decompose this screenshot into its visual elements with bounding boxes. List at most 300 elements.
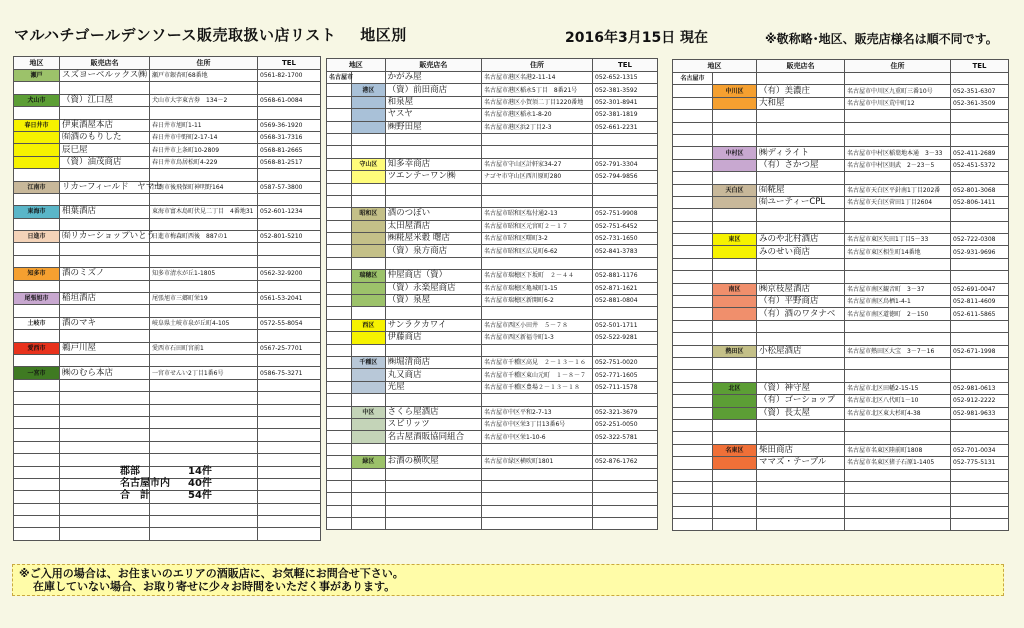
city-cell <box>327 220 352 232</box>
shop-name-cell <box>60 330 150 342</box>
table-row <box>14 429 321 441</box>
shop-name-cell: ㈱糀屋米穀 曙店 <box>385 233 481 245</box>
address-cell <box>150 255 258 267</box>
address-cell: 知多市清水が丘1-1805 <box>150 268 258 280</box>
tel-cell <box>258 305 321 317</box>
district-cell <box>352 468 386 480</box>
district-cell <box>14 305 60 317</box>
address-cell <box>845 370 951 382</box>
district-cell <box>352 344 386 356</box>
shop-name-cell: スズヨーベルックス㈱ <box>60 70 150 82</box>
table-row <box>327 158 658 170</box>
shop-name-cell: 酒のつぼい <box>385 208 481 220</box>
address-cell: 名古屋市東区相生町14番地 <box>845 246 951 258</box>
address-cell <box>482 443 593 455</box>
shop-name-cell <box>757 122 845 134</box>
shop-name-cell <box>757 271 845 283</box>
address-cell: 春日井市旭町1-11 <box>150 119 258 131</box>
district-cell <box>352 72 386 84</box>
table-row <box>673 271 1009 283</box>
table-row <box>14 144 321 156</box>
district-cell <box>352 394 386 406</box>
city-cell: 名古屋市 <box>673 73 713 85</box>
address-cell <box>150 169 258 181</box>
district-cell <box>14 441 60 453</box>
address-cell: 名古屋市北区八代町1－10 <box>845 395 951 407</box>
table-row <box>673 370 1009 382</box>
table-row <box>673 122 1009 134</box>
table-row <box>14 392 321 404</box>
city-cell <box>673 85 713 97</box>
shop-name-cell <box>385 394 481 406</box>
tel-cell: 0569-36-1920 <box>258 119 321 131</box>
shop-name-cell: （資）長太屋 <box>757 407 845 419</box>
address-cell: 名古屋市緑区横吹町1801 <box>482 456 593 468</box>
address-cell <box>150 305 258 317</box>
city-cell <box>673 147 713 159</box>
header-shop: 販売店名 <box>385 59 481 72</box>
tel-cell: 052-661-2231 <box>593 121 658 133</box>
address-cell: 名古屋市名東区陸前町1808 <box>845 444 951 456</box>
district-cell <box>713 308 757 320</box>
shop-name-cell <box>60 193 150 205</box>
shop-name-cell: 伊東酒屋本店 <box>60 119 150 131</box>
table-header-row <box>14 57 321 70</box>
address-cell: 東海市富木島町伏見二丁目 4番地31 <box>150 206 258 218</box>
shop-name-cell <box>757 73 845 85</box>
tel-cell: 052-775-5131 <box>951 457 1009 469</box>
summary-row-total <box>120 490 256 502</box>
city-cell <box>673 320 713 332</box>
address-cell: 名古屋市南区道徳町 2－150 <box>845 308 951 320</box>
tel-cell: 052-251-0050 <box>593 418 658 430</box>
address-cell: 日進市梅森町西後 887の1 <box>150 231 258 243</box>
address-cell: 春日井市上条町10-2809 <box>150 144 258 156</box>
tel-cell <box>258 528 321 540</box>
city-cell <box>673 283 713 295</box>
address-cell <box>482 257 593 269</box>
district-cell: 春日井市 <box>14 119 60 131</box>
tel-cell: 052-751-6452 <box>593 220 658 232</box>
tel-cell <box>593 146 658 158</box>
address-cell <box>845 209 951 221</box>
table-row <box>673 382 1009 394</box>
tel-cell: 052-794-9856 <box>593 171 658 183</box>
tel-cell: 052-671-1998 <box>951 345 1009 357</box>
shop-name-cell: （有）ゴーショップ <box>757 395 845 407</box>
city-cell <box>673 258 713 270</box>
address-cell: 名古屋市北区田幡2-15-15 <box>845 382 951 394</box>
table-row <box>327 332 658 344</box>
city-cell <box>673 519 713 531</box>
tel-cell: 052-791-3304 <box>593 158 658 170</box>
shop-name-cell <box>385 468 481 480</box>
address-cell <box>845 481 951 493</box>
address-cell: 春日井市中野町2-17-14 <box>150 131 258 143</box>
table-row <box>327 369 658 381</box>
table-row <box>14 305 321 317</box>
shop-name-cell <box>757 419 845 431</box>
shop-name-cell: 名古屋酒販協同組合 <box>385 431 481 443</box>
address-cell: 名古屋市昭和区元宮町２－１７ <box>482 220 593 232</box>
table-row <box>327 431 658 443</box>
shop-name-cell: かがみ屋 <box>385 72 481 84</box>
table-row <box>673 184 1009 196</box>
shop-name-cell <box>757 110 845 122</box>
address-cell <box>845 122 951 134</box>
district-cell: 知多市 <box>14 268 60 280</box>
address-cell: 岐阜県土岐市泉が丘町4-105 <box>150 317 258 329</box>
city-cell <box>327 493 352 505</box>
city-cell: 名古屋市 <box>327 72 352 84</box>
tel-cell <box>593 344 658 356</box>
tel-cell: 052-522-9281 <box>593 332 658 344</box>
table-row <box>327 257 658 269</box>
district-cell <box>14 404 60 416</box>
address-cell <box>150 82 258 94</box>
tel-cell: 0572-55-8054 <box>258 317 321 329</box>
tel-cell <box>951 73 1009 85</box>
tel-cell <box>593 518 658 530</box>
shop-name-cell: ママズ・テーブル <box>757 457 845 469</box>
city-cell <box>327 443 352 455</box>
page-title <box>14 24 407 45</box>
shop-name-cell <box>757 519 845 531</box>
district-cell: 守山区 <box>352 158 386 170</box>
district-cell <box>14 491 60 503</box>
city-cell <box>673 97 713 109</box>
shop-name-cell: （有）美濃庄 <box>757 85 845 97</box>
address-cell: 名古屋市瑞穂区新開町6-2 <box>482 295 593 307</box>
district-cell <box>352 518 386 530</box>
district-cell <box>713 258 757 270</box>
tel-cell: 0562-32-9200 <box>258 268 321 280</box>
district-cell <box>713 357 757 369</box>
address-cell <box>150 392 258 404</box>
tel-cell <box>593 195 658 207</box>
table-row <box>673 234 1009 246</box>
district-cell <box>14 169 60 181</box>
tel-cell <box>258 429 321 441</box>
shop-count-summary <box>120 466 256 502</box>
tel-cell <box>258 330 321 342</box>
district-cell: 瑞穂区 <box>352 270 386 282</box>
summary-value: 40件 <box>188 478 212 489</box>
district-label: 地区別 <box>360 26 407 44</box>
city-cell <box>673 444 713 456</box>
shop-name-cell <box>60 82 150 94</box>
city-cell <box>673 209 713 221</box>
tel-cell <box>258 454 321 466</box>
shop-name-cell <box>757 209 845 221</box>
table-row <box>14 293 321 305</box>
address-cell: 名古屋市東区矢田1丁目5－33 <box>845 234 951 246</box>
shop-name-cell: 酒のマキ <box>60 317 150 329</box>
shop-name-cell <box>60 354 150 366</box>
tel-cell <box>258 169 321 181</box>
city-cell <box>673 370 713 382</box>
tel-cell: 0568-31-7316 <box>258 131 321 143</box>
tel-cell: 052-601-1234 <box>258 206 321 218</box>
tel-cell <box>258 193 321 205</box>
shop-name-cell <box>757 134 845 146</box>
district-cell <box>352 418 386 430</box>
tel-cell: 052-751-0020 <box>593 356 658 368</box>
city-cell <box>673 296 713 308</box>
address-cell: 愛西市石田町宮前1 <box>150 342 258 354</box>
table-row <box>14 404 321 416</box>
address-cell <box>845 271 951 283</box>
table-row <box>14 330 321 342</box>
shop-name-cell <box>757 320 845 332</box>
tel-cell <box>258 466 321 478</box>
table-row <box>14 193 321 205</box>
city-cell <box>327 307 352 319</box>
district-cell <box>14 156 60 168</box>
district-cell <box>713 172 757 184</box>
header-address: 住所 <box>150 57 258 70</box>
shop-name-cell: 辰巳屋 <box>60 144 150 156</box>
address-cell: 名古屋市港区稲永1-8-20 <box>482 109 593 121</box>
tel-cell: 052-451-5372 <box>951 159 1009 171</box>
tel-cell <box>593 257 658 269</box>
tel-cell <box>951 469 1009 481</box>
tel-cell: 052-321-3679 <box>593 406 658 418</box>
tel-cell: 0568-61-0084 <box>258 94 321 106</box>
shop-name-cell <box>60 280 150 292</box>
header-district: 地区 <box>14 57 60 70</box>
tel-cell: 052-806-1411 <box>951 196 1009 208</box>
district-cell <box>14 330 60 342</box>
table-row <box>327 319 658 331</box>
district-cell <box>713 110 757 122</box>
table-row <box>327 245 658 257</box>
shop-name-cell <box>757 469 845 481</box>
address-cell: 名古屋市守山区計軒家34-27 <box>482 158 593 170</box>
tel-cell: 052-881-1176 <box>593 270 658 282</box>
header-address: 住所 <box>845 60 951 73</box>
table-row <box>14 243 321 255</box>
address-cell: 名古屋市中川区荒中町12 <box>845 97 951 109</box>
table-row <box>14 169 321 181</box>
shop-name-cell <box>757 221 845 233</box>
shop-name-cell <box>757 258 845 270</box>
tel-cell <box>593 480 658 492</box>
address-cell <box>150 416 258 428</box>
tel-cell: 052-811-4609 <box>951 296 1009 308</box>
table-row <box>673 419 1009 431</box>
table-row <box>327 518 658 530</box>
shop-name-cell <box>60 454 150 466</box>
address-cell <box>845 494 951 506</box>
address-cell <box>845 134 951 146</box>
city-cell <box>673 172 713 184</box>
district-cell <box>713 134 757 146</box>
table-row <box>327 121 658 133</box>
city-cell <box>327 208 352 220</box>
tel-cell: 052-361-3509 <box>951 97 1009 109</box>
address-cell <box>482 480 593 492</box>
district-cell: 東海市 <box>14 206 60 218</box>
summary-label: 名古屋市内 <box>120 478 170 489</box>
district-cell <box>713 506 757 518</box>
shop-name-cell <box>60 416 150 428</box>
shop-name-cell <box>385 146 481 158</box>
shop-name-cell: さくら屋酒店 <box>385 406 481 418</box>
tel-cell: 052-981-0613 <box>951 382 1009 394</box>
tel-cell: 052-871-1621 <box>593 282 658 294</box>
tel-cell <box>258 280 321 292</box>
table-row <box>673 296 1009 308</box>
address-cell: 名古屋市北区東大杉町4-38 <box>845 407 951 419</box>
summary-label: 合 計 <box>120 490 150 501</box>
district-cell <box>352 121 386 133</box>
city-cell <box>673 457 713 469</box>
district-cell: 中区 <box>352 406 386 418</box>
city-cell <box>327 109 352 121</box>
address-cell <box>150 516 258 528</box>
table-row <box>673 172 1009 184</box>
district-cell <box>352 183 386 195</box>
city-cell <box>327 121 352 133</box>
tel-cell: 052-801-5210 <box>258 231 321 243</box>
city-cell <box>673 432 713 444</box>
district-cell <box>14 354 60 366</box>
address-cell <box>150 193 258 205</box>
table-row <box>673 134 1009 146</box>
table-row <box>14 131 321 143</box>
district-cell <box>14 131 60 143</box>
table-row <box>327 418 658 430</box>
table-row <box>327 208 658 220</box>
tel-cell <box>951 271 1009 283</box>
tel-cell <box>258 379 321 391</box>
table-row <box>14 528 321 540</box>
tel-cell: 052-771-1605 <box>593 369 658 381</box>
summary-value: 54件 <box>188 490 212 501</box>
city-cell <box>673 234 713 246</box>
table-row <box>673 457 1009 469</box>
district-cell <box>352 295 386 307</box>
shop-name-cell: 仲屋商店（資） <box>385 270 481 282</box>
district-cell <box>713 246 757 258</box>
address-cell <box>150 107 258 119</box>
district-cell <box>352 220 386 232</box>
table-row <box>327 233 658 245</box>
address-cell: 尾張旭市三郷町栄19 <box>150 293 258 305</box>
shop-name-cell: 鵜戸川屋 <box>60 342 150 354</box>
city-cell <box>327 406 352 418</box>
district-cell <box>713 481 757 493</box>
header-address: 住所 <box>482 59 593 72</box>
header-shop: 販売店名 <box>757 60 845 73</box>
table-row <box>673 73 1009 85</box>
address-cell: 名古屋市熱田区大宝 3－7－16 <box>845 345 951 357</box>
table-row <box>14 416 321 428</box>
table-row <box>14 268 321 280</box>
district-cell <box>14 503 60 515</box>
city-cell <box>327 295 352 307</box>
city-cell <box>673 494 713 506</box>
city-cell <box>673 196 713 208</box>
shop-table-2 <box>326 58 658 530</box>
table-row <box>14 94 321 106</box>
address-cell: 名古屋市港区小賀須二丁目1220番地 <box>482 96 593 108</box>
address-cell <box>845 333 951 345</box>
address-cell <box>845 506 951 518</box>
tel-cell: 0568-81-2517 <box>258 156 321 168</box>
shop-name-cell <box>60 392 150 404</box>
shop-name-cell: 知多幸商店 <box>385 158 481 170</box>
district-cell <box>352 133 386 145</box>
district-cell <box>352 257 386 269</box>
address-cell <box>150 280 258 292</box>
shop-name-cell: ㈱堀清商店 <box>385 356 481 368</box>
tel-cell <box>951 494 1009 506</box>
tel-cell <box>593 307 658 319</box>
district-cell <box>713 370 757 382</box>
table-row <box>673 469 1009 481</box>
table-row <box>14 255 321 267</box>
table-row <box>673 258 1009 270</box>
header-tel: TEL <box>593 59 658 72</box>
tel-cell <box>593 394 658 406</box>
tel-cell <box>951 506 1009 518</box>
district-cell <box>352 171 386 183</box>
district-cell <box>14 193 60 205</box>
city-cell <box>327 171 352 183</box>
tel-cell <box>258 255 321 267</box>
tel-cell <box>951 370 1009 382</box>
shop-name-cell <box>60 243 150 255</box>
table-row <box>673 97 1009 109</box>
shop-name-cell: ㈱野田屋 <box>385 121 481 133</box>
tel-cell: 052-652-1315 <box>593 72 658 84</box>
address-cell: 名古屋市港区浜2丁目2-3 <box>482 121 593 133</box>
tel-cell: 052-501-1711 <box>593 319 658 331</box>
header-district: 地区 <box>327 59 386 72</box>
tel-cell: 052-881-0804 <box>593 295 658 307</box>
address-cell: 名古屋市天白区菅田1丁目2604 <box>845 196 951 208</box>
address-cell <box>150 354 258 366</box>
shop-name-cell: 相葉酒店 <box>60 206 150 218</box>
tel-cell <box>258 354 321 366</box>
city-cell <box>327 146 352 158</box>
address-cell: 犬山市大字東古券 134－2 <box>150 94 258 106</box>
tel-cell <box>258 404 321 416</box>
shop-name-cell: お酒の横吹屋 <box>385 456 481 468</box>
address-cell <box>482 505 593 517</box>
district-cell: 土岐市 <box>14 317 60 329</box>
district-cell <box>14 243 60 255</box>
address-cell: 名古屋市中区栄1-10-6 <box>482 431 593 443</box>
district-cell <box>713 407 757 419</box>
shop-name-cell: （資）神守屋 <box>757 382 845 394</box>
district-cell <box>352 443 386 455</box>
shop-name-cell <box>757 172 845 184</box>
address-cell <box>845 258 951 270</box>
table-row <box>327 146 658 158</box>
address-cell <box>482 183 593 195</box>
district-cell <box>352 480 386 492</box>
order-note: ※敬称略･地区、販売店様名は順不同です。 <box>765 32 998 46</box>
city-cell <box>327 356 352 368</box>
tel-cell <box>951 258 1009 270</box>
tel-cell <box>951 172 1009 184</box>
district-cell <box>713 159 757 171</box>
district-cell <box>352 369 386 381</box>
district-cell <box>713 419 757 431</box>
